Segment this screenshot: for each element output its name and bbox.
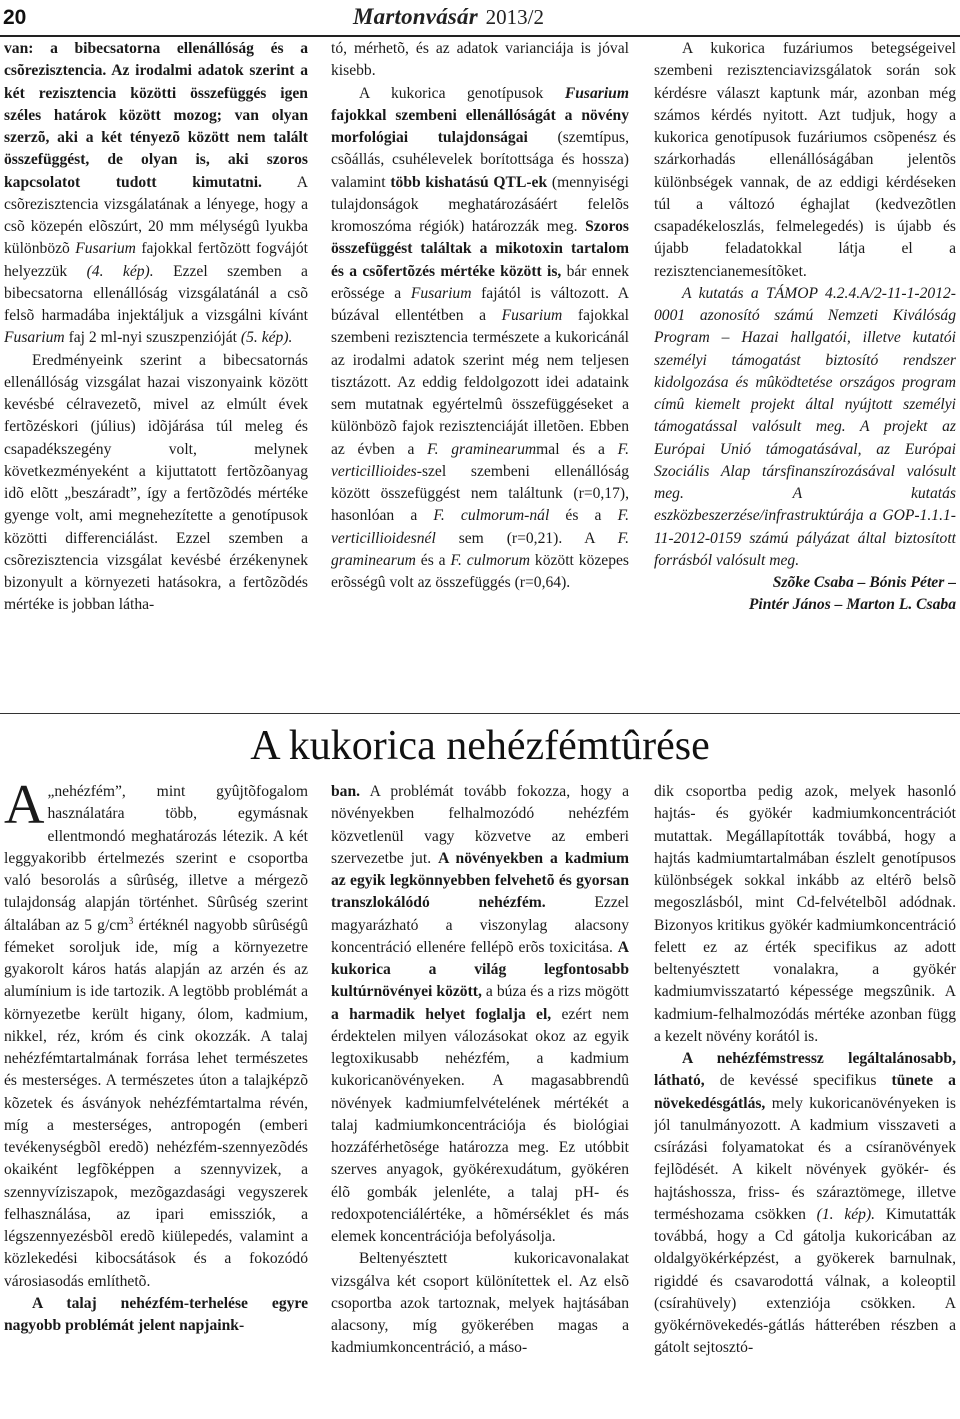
text-run: mal és a [536,440,605,458]
text-run: fajokkal szembeni rezisztencia természete a kukoricánál az irodalmi adatok szerint még nem teljesen tisztázott. Az eddig feldolgozott idei adataink sem mutatnak egyértelmû összefüggéseket a különbözõ fajok rezisztenciáját illetõen. Ebben az évben a [331,307,629,458]
text-run: Szoros összefüggést találtak a mikotoxin tartalom és a csõfertõzés mértéke között is, [331,218,629,280]
text-run: F. culmorum-nál [433,507,550,525]
paragraph: tó, mérhetõ, és az adatok varianciája is jóval kisebb. [331,40,629,80]
text-run: bár ennek erõssége a [331,262,629,302]
header-rule [0,35,960,37]
paragraph [331,781,629,1248]
text-run: és a [420,551,446,569]
text-run: faj 2 ml-nyi szuszpenzióját [68,329,238,347]
image-reference: (4. kép). [86,262,154,280]
text-run: A csõrezisztencia vizsgálatának a lényege, hogy a csõ közepén elõszúrt, 20 mm mélységû lyukba különbözõ [4,173,308,258]
text-run: A problémát tovább fokozza, hogy a növényekben felhalmozódó nehézfém közvetlenül vagy közvetve az emberi szervezetbe jut. [331,783,629,867]
text-run: Ezzel magyarázható a viszonylag alacsony koncentráció ellenére fellépõ erõs toxicitása. [331,894,629,956]
text-run: Fusarium [410,284,472,302]
article-separator [0,713,960,714]
text-run: A nehézfémstressz legáltalánosabb, látható, [654,1050,956,1090]
paragraph [331,83,629,595]
text-run: Fusarium [564,84,629,102]
text-run: ezért nem érdektelen milyen válozásokat okoz az egyik legtoxikusabb nehézfém, a kadmium kukoricanövényeken. A magasabbrendû növények kadmiumfelvételének mértékét a talaj kadmiumkoncentrációja és biológiai hozzáférhetõsége határozza meg. Ez utóbbit szerves anyagok, gyökérexudátum, gyökéren élõ gombák jelenléte, a talaj pH- és redoxpotenciálértéke, a hõmérséklet és más elemek koncentrációja befolyásolja. [331,1005,629,1245]
text-run: tünete a növekedésgátlás, [654,1072,956,1112]
superscript: 3 [128,915,134,927]
article-title: A kukorica nehézfémtûrése [250,723,710,769]
text-run: (szemtípus, csõállás, csuhélevelek borítottsága és hossza) valamint [331,129,629,191]
text-run: sem (r=0,21). A [458,529,595,547]
text-run: de kevéssé specifikus [719,1072,877,1090]
acknowledgement: A kutatás a TÁMOP 4.2.4.A/2-11-1-2012-0001 azonosító számú Nemzeti Kiválóság Program – Hazai hallgatói, illetve kutatói személyi támogatást biztosító rendszer kidolgozása és mûködtetése országos program címû kiemelt projekt által nyújtott személyi támogatással valósult meg. A projekt az Európai Unió támogatásával, az Európai Szociális Alap társfinanszírozásával valósult meg. A kutatás eszközbeszerzése/infrastruktúrája a GOP-1.1.1-11-2012-0159 számú pályázat által biztosított forrásból valósult meg. [654,284,956,569]
text-run: van: a bibecsatorna ellenállóság és a csõrezisztencia. Az irodalmi adatok szerint a két rezisztencia közötti összefüggés igen széles határok között mozog; van olyan szerzõ, aki a két tényezõ között nem talált összefüggést, de olyan is, aki szoros kapcsolatot tudott kimutatni. [4,40,308,191]
text-run: fajokkal fertõzött fogvájót helyezzük [4,240,308,280]
text-run: értéknél nagyobb sûrûségû fémeket soroljuk ide, míg a környezetre gyakorolt káros hatás alapján az arzén és az alumínium is ide tartozik. A legtöbb problémát a környezetbe került higany, ólom, kadmium, nikkel, réz, króm és cink okozzák. A talaj nehézfémtartalmának forrása lehet természetes és mesterséges. A természetes úton a talajképzõ kõzetek és ásványok nehézfémtartalma révén, míg a mesterséges, antropogén (emberi tevékenységbõl eredõ) nehézfém-szennyezõdés okaiként legfõképpen a szennyvizek, a szennyvíziszapok, mezõgazdasági vegyszerek felhasználása, az ipari emissziók, a légszennyezésbõl eredõ kiülepedés, valamint a közlekedési kibocsátások és a fokozódó városiasodás említhetõ. [4,916,308,1290]
authors-line-1: Szõke Csaba – Bónis Péter – [772,574,956,591]
text-run: és a [565,507,602,525]
text-run: ban. [331,783,361,800]
text-run: F. culmorum [450,551,531,569]
text-run: F. graminearum [427,440,537,458]
paragraph [4,781,308,1293]
text-run: A kukorica a világ legfontosabb kultúrnövényei között, [331,938,629,1001]
issue-number: 2013/2 [485,5,544,29]
paragraph [654,1048,956,1360]
text-run: (mennyiségi tulajdonságok meghatározásáért felelõs kromoszóma régiók) határozzák meg. [331,173,629,235]
image-reference: (5. kép). [240,329,293,347]
text-run: F. graminearum [331,529,629,569]
text-run: „nehézfém”, mint gyûjtõfogalom használatára több, egymásnak ellentmondó meghatározás létezik. A két leggyakoribb értelmezés szerint e csoportba való besorolás a sûrûség, illetve a mérgezõ tulajdonság alapján történhet. Sûrûség szerint általában az 5 g/cm [4,783,308,934]
text-run: A növényekben a kadmium az egyik legkönnyebben felvehetõ és gyorsan transzlokálódó nehézfém. [331,849,629,912]
text-run: a búza és a rizs mögött [485,983,629,1001]
magazine-title: Martonvásár [353,4,478,29]
text-run: több kishatású QTL-ek [390,173,548,191]
article2-column-3 [654,781,956,1417]
authors-line-2: Pintér János – Marton L. Csaba [748,596,956,614]
text-run: Kimutatták továbbá, hogy a Cd gátolja kukoricában az oldalgyökérképzést, a gyökerek barnulnak, rigiddé és csavarodottá válnak, a koleoptil (csírahüvely) extenziója csökken. A gyökérnövekedés-gátlás hátterében részben a gátolt sejtosztó- [654,1205,956,1357]
paragraph: A kukorica fuzáriumos betegségeivel szembeni rezisztenciavizsgálatok során sok kérdésre választ kaptunk már, azonban még számos kérdés nyitott. Azt tudjuk, hogy a kukorica genotípusok fuzáriumos csõpenész és szárkorhadás ellenállóságában jelentõs különbségek vannak, de az eddigi kérdéseken túl a változó éghajlat (kedvezõtlen csapadékeloszlás, felmelegedés) is újabb és újabb feladatokkal látja el a rezisztencianemesítõket. [654,40,956,280]
article2-column-2 [331,781,629,1417]
paragraph [4,38,308,350]
text-run: Ezzel szemben a bibecsatorna ellenállóság vizsgálatánál a csõ felsõ harmadába injektáljuk a vizsgálni kívánt [4,262,308,324]
running-head [353,4,544,30]
article1-column-2 [331,38,629,698]
paragraph: Beltenyésztett kukoricavonalakat vizsgálva két csoport különítettek el. Az elsõ csoportba azok tartoznak, melyek hajtásában alacsony, míg gyökerében magas a kadmiumkoncentráció, a máso- [331,1250,629,1357]
article1-column-1 [4,38,308,698]
text-run: fajokkal szembeni ellenállóságát a növény morfológiai tulajdonságai [331,106,629,146]
text-run: Fusarium [75,240,136,258]
article2-column-1 [4,781,308,1417]
paragraph: Eredményeink szerint a bibecsatornás ellenállóság vizsgálat hazai viszonyaink között kevésbé célravezetõ, mivel az elmúlt évek fertõzéskori (július) idõjárása túl meleg és csapadékszegény volt, melynek következményeként a kijuttatott fertõzõanyag idõ elõtt „beszáradt”, így a fertõzõdés mértéke gyenge volt, ami megnehezítette a genotípusok közötti differenciálást. Ezzel szemben a csõrezisztencia vizsgálat kevésbé érzékenynek bizonyult a környezeti hatásokra, a fertõzõdés mértéke is jobban látha- [4,351,308,614]
paragraph: dik csoportba pedig azok, melyek hasonló hajtás- és gyökér kadmiumkoncentrációt mutattak. Megállapították továbbá, hogy a hajtás kadmiumtartalmában észlelt genotípusos különbségek sokkal inkább az eltérõ belsõ megoszlásból, mint Cd-felvételbõl adódnak. Bizonyos kritikus gyökér kadmiumkoncentráció felett ez az érték specifikus az adott beltenyésztett vonalakra, a gyökér kadmiumvisszatartó képessége megszûnik. A kadmium-felhalmozódás mértéke azonban függ a kezelt növény korától is. [654,783,956,1045]
image-reference: (1. kép). [816,1205,876,1223]
drop-cap: A [4,781,45,836]
paragraph: A talaj nehézfém-terhelése egyre nagyobb problémát jelent napjaink- [4,1294,308,1334]
text-run: -szel szembeni ellenállóság között összefüggést nem találtunk (r=0,17), hasonlóan a [331,462,629,525]
text-run: a harmadik helyet foglalja el, [331,1005,552,1023]
page-number: 20 [3,6,27,29]
text-run: Fusarium [4,329,65,347]
text-run: A kukorica genotípusok [359,84,544,102]
text-run: között közepes erõsségû volt az összefüggés (r=0,64). [331,551,629,591]
text-run: mely kukoricanövényeken is jól tanulmányozott. A kadmium visszaveti a csírázási folyamatokat és a csíranövények fejlõdését. A kikelt növények gyökér- és hajtáshossza, friss- és száraztömege, illetve terméshozama csökken [654,1094,956,1223]
text-run: Fusarium [501,307,563,324]
text-run: fajától is változott. A búzával ellentétben a [331,284,629,324]
text-run: F. verticillioides [331,440,629,480]
article1-column-3 [654,38,956,698]
text-run: F. verticillioidesnél [331,507,629,547]
